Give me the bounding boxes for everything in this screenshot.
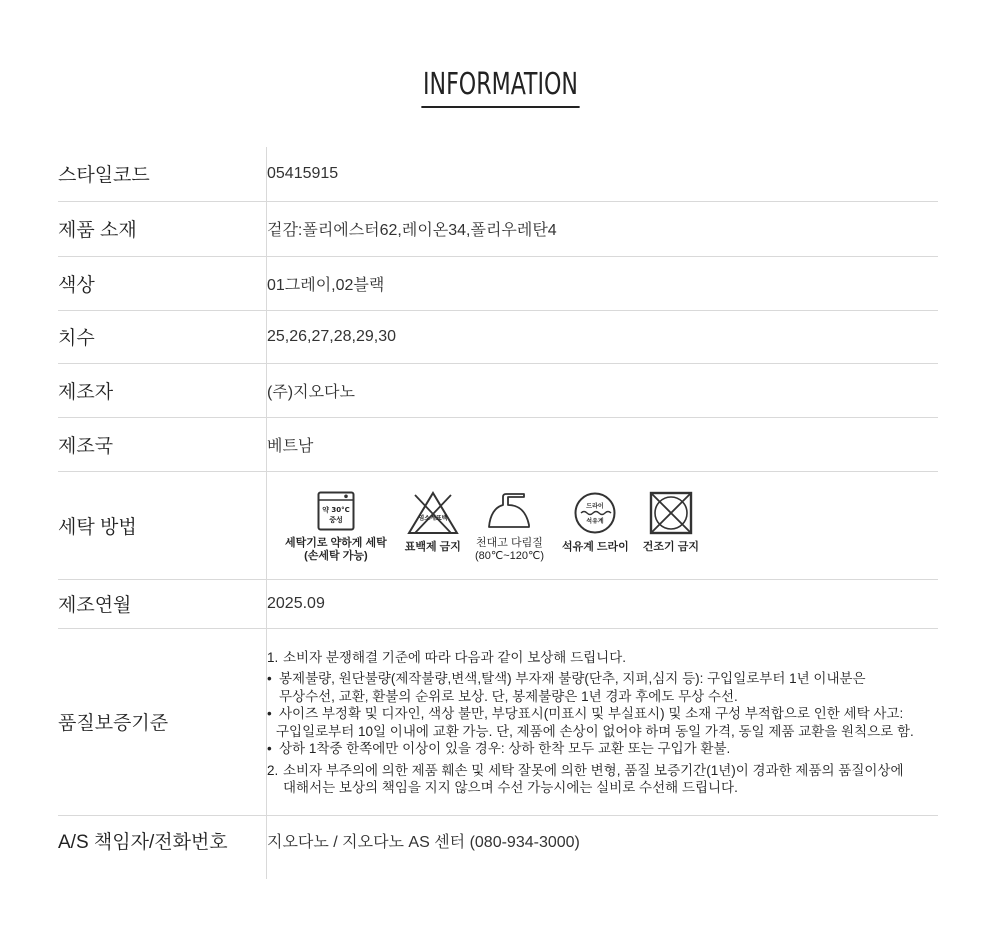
row-date [58, 579, 938, 628]
bullet-line: 무상수선, 교환, 환불의 순위로 보상. 단, 봉제불량은 1년 경과 후에도 무상 수선. [279, 688, 738, 704]
row-quality [58, 628, 938, 815]
label-as: A/S 책임자/전화번호 [58, 815, 267, 865]
value-as: 지오다노 / 지오다노 AS 센터 (080-934-3000) [267, 833, 580, 851]
value-color: 01그레이,02블랙 [267, 256, 939, 310]
row-maker [58, 363, 938, 417]
label-washing: 세탁 방법 [58, 471, 267, 579]
care-item-iron [475, 491, 544, 563]
quality-item-2-line: 대해서는 보상의 책임을 지지 않으며 수선 가능시에는 실비로 수선해 드립니다. [283, 780, 738, 795]
quality-bullet [267, 705, 938, 740]
wash-detergent-text: 중성 [329, 516, 343, 524]
label-country: 제조국 [58, 417, 267, 471]
value-size: 25,26,27,28,29,30 [267, 310, 939, 363]
bullet-line: 구입일로부터 10일 이내에 교환 가능. 단, 제품에 손상이 없어야 하며 동일 가격, 동일 제품 교환을 원칙으로 함. [276, 723, 914, 739]
label-style-code: 스타일코드 [58, 147, 267, 201]
bullet-dot: • [267, 671, 272, 686]
quality-item-2 [267, 762, 938, 797]
bleach-inner-text: 염소계표백 [418, 515, 448, 522]
bullet-line: 상하 1착중 한쪽에만 이상이 있을 경우: 상하 한착 모두 교환 또는 구입가 환불. [279, 741, 731, 756]
care-item-dryclean [562, 491, 629, 554]
caption-wash: 세탁기로 약하게 세탁 (손세탁 가능) [285, 537, 387, 562]
bullet-dot: • [267, 741, 272, 756]
iron-icon [486, 491, 532, 531]
row-material [58, 201, 938, 256]
care-item-tumble [643, 491, 699, 554]
label-size: 치수 [58, 310, 267, 363]
title-wrap [0, 66, 1000, 108]
care-item-bleach [405, 491, 461, 554]
spacer-cell [58, 865, 267, 879]
wash-temp-text: 약 30°C [322, 506, 350, 514]
value-washing [267, 471, 939, 579]
label-material: 제품 소재 [58, 201, 267, 256]
row-spacer [58, 865, 938, 879]
info-table [58, 147, 938, 879]
quality-item-2-num: 2. [267, 762, 279, 778]
quality-item-1 [267, 649, 938, 667]
care-icons [285, 487, 938, 563]
row-style-code [58, 147, 938, 201]
page-title: INFORMATION [421, 66, 579, 108]
row-as [58, 815, 938, 865]
quality-item-1-text: 소비자 분쟁해결 기준에 따라 다음과 같이 보상해 드립니다. [283, 649, 626, 665]
label-quality: 품질보증기준 [58, 628, 267, 815]
label-maker: 제조자 [58, 363, 267, 417]
quality-item-2-line: 소비자 부주의에 의한 제품 훼손 및 세탁 잘못에 의한 변형, 품질 보증기간(1년)이 경과한 제품의 품질이상에 [283, 762, 904, 778]
quality-item-1-num: 1. [267, 649, 279, 665]
washing-machine-icon [317, 491, 355, 531]
caption-bleach: 표백제 금지 [404, 541, 461, 553]
row-size [58, 310, 938, 363]
value-maker: (주)지오다노 [267, 363, 939, 417]
quality-text [267, 647, 938, 797]
value-material: 겉감:폴리에스터62,레이온34,폴리우레탄4 [267, 201, 939, 256]
dryclean-top-text: 드라이 [586, 503, 605, 510]
quality-bullet [267, 740, 938, 758]
no-tumble-dry-icon [649, 491, 693, 535]
value-style-code: 05415915 [267, 147, 939, 201]
label-color: 색상 [58, 256, 267, 310]
value-date: 2025.09 [267, 579, 939, 628]
row-country [58, 417, 938, 471]
caption-tumble: 건조기 금지 [642, 541, 699, 553]
no-bleach-icon [406, 491, 460, 535]
label-date: 제조연월 [58, 579, 267, 628]
dryclean-bottom-text: 석유계 [586, 518, 605, 525]
value-country: 베트남 [267, 417, 939, 471]
caption-dryclean: 석유계 드라이 [561, 541, 629, 553]
row-washing [58, 471, 938, 579]
bullet-dot: • [267, 706, 272, 721]
dry-clean-icon [573, 491, 617, 535]
bullet-line: 사이즈 부정확 및 디자인, 색상 불만, 부당표시(미표시 및 부실표시) 및 소재 구성 부적합으로 인한 세탁 사고: [279, 706, 904, 721]
row-color [58, 256, 938, 310]
spacer-cell [267, 865, 939, 879]
care-item-wash [285, 491, 387, 563]
quality-bullet [267, 670, 938, 705]
caption-iron: 천대고 다림질 (80℃~120℃) [474, 537, 544, 562]
value-quality [267, 628, 939, 815]
bullet-line: 봉제불량, 원단불량(제작불량,변색,탈색) 부자재 불량(단추, 지퍼,심지 등): 구입일로부터 1년 이내분은 [279, 671, 866, 686]
